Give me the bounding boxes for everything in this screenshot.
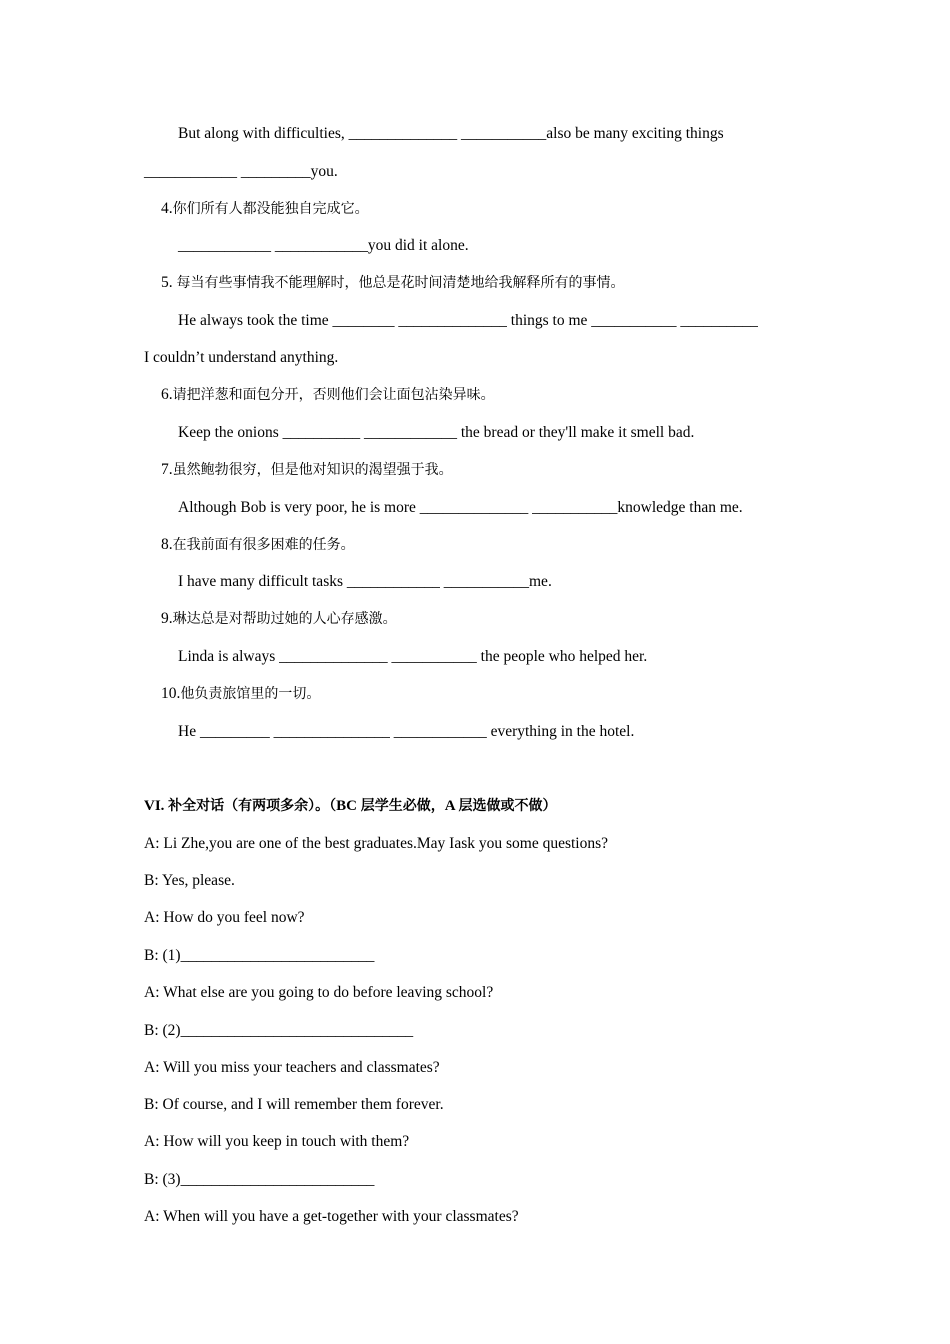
- item4-number: 4.: [161, 200, 173, 217]
- dialogue-line: B: Yes, please.: [144, 872, 235, 889]
- section6-title-part1: 补全对话（有两项多余）。（: [168, 798, 337, 814]
- section6-heading: [144, 796, 557, 816]
- dialogue-line: A: How do you feel now?: [144, 909, 305, 926]
- item5-english-line1: He always took the time ________ ______________ things to me ___________ __________: [178, 312, 758, 329]
- item8-english: I have many difficult tasks ____________ ___________me.: [178, 573, 552, 590]
- item5-chinese-text: 每当有些事情我不能理解时，他总是花时间清楚地给我解释所有的事情。: [176, 275, 625, 291]
- item5-english-line2: I couldn’t understand anything.: [144, 349, 339, 366]
- section6-title-bc: BC: [336, 798, 358, 814]
- dialogue-line-blank-2: B: (2)______________________________: [144, 1022, 414, 1039]
- dialogue-line-blank-3: B: (3)_________________________: [144, 1171, 375, 1188]
- section6-title-part2: 层学生必做，: [360, 798, 445, 814]
- item10-chinese-text: 他负责旅馆里的一切。: [180, 686, 321, 702]
- item8-chinese-text: 在我前面有很多困难的任务。: [172, 537, 355, 553]
- section6-title-part3: 层选做或不做）: [458, 798, 557, 814]
- dialogue-line-blank-1: B: (1)_________________________: [144, 947, 375, 964]
- item4-chinese-text: 你们所有人都没能独自完成它。: [172, 201, 369, 217]
- dialogue-line: A: When will you have a get-together with your classmates?: [144, 1208, 519, 1225]
- item7-number: 7.: [161, 461, 173, 478]
- item5-chinese: [161, 273, 625, 293]
- item7-chinese: [161, 460, 453, 480]
- item10-number: 10.: [161, 685, 181, 702]
- dialogue-line: A: Li Zhe,you are one of the best graduates.May Iask you some questions?: [144, 835, 609, 852]
- item10-chinese: [161, 684, 320, 704]
- item8-chinese: [161, 535, 355, 555]
- section6-number: VI.: [144, 798, 165, 814]
- dialogue-line: A: What else are you going to do before leaving school?: [144, 984, 494, 1001]
- item9-number: 9.: [161, 610, 173, 627]
- dialogue-line: A: How will you keep in touch with them?: [144, 1133, 410, 1150]
- item7-chinese-text: 虽然鲍勃很穷，但是他对知识的渴望强于我。: [172, 462, 453, 478]
- dialogue-line: B: Of course, and I will remember them forever.: [144, 1096, 444, 1113]
- item10-english: He _________ _______________ ____________ everything in the hotel.: [178, 723, 635, 740]
- item4-english: ____________ ____________you did it alone.: [178, 237, 469, 254]
- item6-number: 6.: [161, 386, 173, 403]
- item8-number: 8.: [161, 536, 173, 553]
- item3-english-line2: ____________ _________you.: [144, 163, 338, 180]
- item7-english: Although Bob is very poor, he is more ______________ ___________knowledge than me.: [178, 499, 743, 516]
- item5-number: 5.: [161, 274, 173, 291]
- item3-english-line1: But along with difficulties, ______________ ___________also be many exciting things: [178, 125, 724, 142]
- item9-chinese-text: 琳达总是对帮助过她的人心存感激。: [172, 611, 397, 627]
- item6-chinese: [161, 385, 495, 405]
- dialogue-line: A: Will you miss your teachers and classmates?: [144, 1059, 440, 1076]
- item9-english: Linda is always ______________ ___________ the people who helped her.: [178, 648, 648, 665]
- item6-chinese-text: 请把洋葱和面包分开，否则他们会让面包沾染异味。: [172, 387, 495, 403]
- item9-chinese: [161, 609, 397, 629]
- section6-title-a: A: [444, 798, 455, 814]
- item4-chinese: [161, 199, 369, 219]
- item6-english: Keep the onions __________ ____________ the bread or they'll make it smell bad.: [178, 424, 695, 441]
